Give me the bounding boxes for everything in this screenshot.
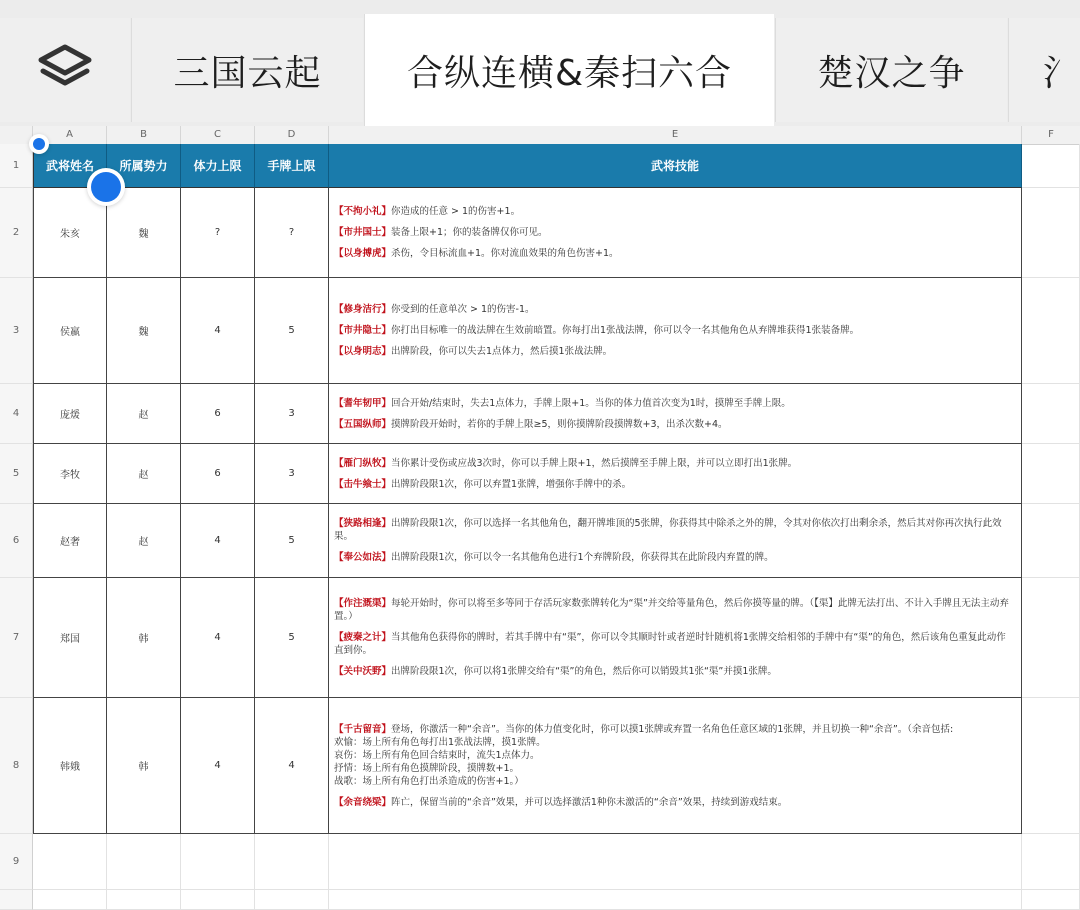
column-f-header[interactable]: F	[1048, 129, 1054, 140]
skill-text: 杀伤，令目标流血+1。你对流血效果的角色伤害+1。	[391, 248, 619, 259]
cell-faction[interactable]: 赵	[107, 384, 181, 444]
cell-hp[interactable]: ?	[181, 188, 255, 278]
cell-hand-limit[interactable]: ?	[255, 188, 329, 278]
skill-entry	[334, 205, 1015, 218]
header-hp[interactable]: 体力上限	[181, 144, 255, 188]
cell-name[interactable]: 李牧	[33, 444, 107, 504]
skill-name: 【以身搏虎】	[334, 248, 392, 259]
header-name[interactable]: 武将姓名	[33, 144, 107, 188]
skill-text: 回合开始/结束时，失去1点体力，手牌上限+1。当你的体力值首次变为1时，摸牌至手牌上限。	[391, 397, 791, 409]
skill-name: 【市井隐士】	[334, 325, 392, 336]
row-number-1[interactable]: 1	[0, 144, 33, 188]
empty-cell[interactable]	[1022, 384, 1080, 444]
skill-name: 【击牛飨士】	[334, 478, 392, 490]
cell-hand-limit[interactable]: 5	[255, 578, 329, 698]
empty-cell[interactable]	[33, 890, 107, 910]
sheet-tab-2-active[interactable]: 合纵连横&秦扫六合	[364, 14, 774, 126]
cell-hand-limit[interactable]: 5	[255, 504, 329, 578]
cell-hand-limit[interactable]: 5	[255, 278, 329, 384]
header-skills[interactable]: 武将技能	[329, 144, 1022, 188]
row-number-7[interactable]: 7	[0, 578, 33, 698]
skill-entry	[334, 597, 1015, 623]
skill-entry	[334, 457, 1015, 470]
empty-cell[interactable]	[255, 834, 329, 890]
layers-menu-button[interactable]	[0, 18, 130, 122]
skill-name: 【五国纵师】	[334, 418, 392, 430]
skill-text: 阵亡，保留当前的“余音”效果，并可以选择激活1种你未激活的“余音”效果，持续到游戏结束。	[391, 796, 788, 808]
column-a-header[interactable]: A	[33, 126, 107, 144]
cell-hand-limit[interactable]: 4	[255, 698, 329, 834]
skill-text: 出牌阶段限1次，你可以弃置1张牌，增强你手牌中的杀。	[391, 478, 632, 490]
skill-text: 摸牌阶段开始时，若你的手牌上限≥5，则你摸牌阶段摸牌数+3，出杀次数+4。	[391, 418, 728, 430]
skill-text: 当其他角色获得你的牌时，若其手牌中有“渠”，你可以令其顺时针或者逆时针随机将1张牌交给相邻的手牌中有“渠”的角色，然后该角色重复此动作直到你。	[334, 632, 1006, 656]
empty-cell[interactable]	[329, 834, 1022, 890]
skill-text: 你造成的任意 > 1的伤害+1。	[391, 206, 521, 217]
cell-name[interactable]: 朱亥	[33, 188, 107, 278]
skill-name: 【疲秦之计】	[334, 632, 392, 643]
empty-cell[interactable]	[329, 890, 1022, 910]
row-number-4[interactable]: 4	[0, 384, 33, 444]
header-hand-limit[interactable]: 手牌上限	[255, 144, 329, 188]
cell-hp[interactable]: 6	[181, 444, 255, 504]
cell-skills[interactable]	[329, 504, 1022, 578]
skill-text: 出牌阶段限1次，你可以选择一名其他角色，翻开牌堆顶的5张牌，你获得其中除杀之外的牌，令其对你依次打出剩余杀，然后其对你再次执行此效果。	[334, 518, 1002, 542]
selection-handle-bottom[interactable]	[91, 172, 121, 202]
echo-effect-line: 战歌：场上所有角色打出杀造成的伤害+1。）	[334, 775, 524, 787]
select-all-corner[interactable]	[0, 126, 33, 144]
row-number-8[interactable]: 8	[0, 698, 33, 834]
row-number-5[interactable]: 5	[0, 444, 33, 504]
skill-name: 【雁门纵牧】	[334, 457, 392, 469]
skill-entry	[334, 551, 1015, 564]
cell-faction[interactable]: 韩	[107, 578, 181, 698]
cell-skills[interactable]	[329, 698, 1022, 834]
skill-name: 【以身明志】	[334, 346, 392, 357]
skill-name: 【狭路相逢】	[334, 518, 392, 529]
skill-name: 【余音绕梁】	[334, 796, 392, 808]
empty-cell[interactable]	[107, 834, 181, 890]
selection-handle-top[interactable]	[33, 138, 45, 150]
skill-name: 【奉公如法】	[334, 552, 392, 563]
skill-name: 【耆年韧甲】	[334, 397, 392, 409]
empty-cell[interactable]	[1022, 144, 1080, 188]
echo-effect-line: 哀伤：场上所有角色回合结束时，流失1点体力。	[334, 749, 540, 761]
skill-text: 每轮开始时，你可以将至多等同于存活玩家数张牌转化为“渠”并交给等量角色，然后你摸等量的牌。（【渠】此牌无法打出、不计入手牌且无法主动弃置。）	[334, 598, 1009, 622]
skill-entry	[334, 796, 1015, 809]
cell-hand-limit[interactable]: 3	[255, 384, 329, 444]
cell-name[interactable]: 韩娥	[33, 698, 107, 834]
skill-text: 登场，你激活一种“余音”。当你的体力值变化时，你可以摸1张牌或弃置一名角色任意区域的1张牌，并且切换一种“余音”。（余音包括:	[391, 723, 954, 735]
cell-name[interactable]: 郑国	[33, 578, 107, 698]
skill-entry	[334, 665, 1015, 678]
row-number-10[interactable]	[0, 890, 33, 910]
skill-entry	[334, 226, 1015, 239]
column-c-header[interactable]: C	[181, 126, 255, 144]
cell-faction[interactable]: 赵	[107, 444, 181, 504]
empty-cell[interactable]	[255, 890, 329, 910]
skill-entry	[334, 247, 1015, 260]
skill-text: 装备上限+1；你的装备牌仅你可见。	[391, 227, 548, 238]
empty-cell[interactable]	[1022, 188, 1080, 278]
cell-name[interactable]: 赵奢	[33, 504, 107, 578]
empty-cell[interactable]	[181, 890, 255, 910]
cell-skills[interactable]	[329, 444, 1022, 504]
column-d-header[interactable]: D	[255, 126, 329, 144]
skill-text: 出牌阶段限1次，你可以令一名其他角色进行1个弃牌阶段，你获得其在此阶段内弃置的牌。	[391, 552, 774, 563]
cell-hp[interactable]: 4	[181, 698, 255, 834]
cell-name[interactable]: 庞煖	[33, 384, 107, 444]
row-number-9[interactable]: 9	[0, 834, 33, 890]
cell-faction[interactable]: 魏	[107, 188, 181, 278]
echo-effect-line: 抒情：场上所有角色摸牌阶段，摸牌数+1。	[334, 762, 520, 774]
skill-text: 你受到的任意单次 > 1的伤害-1。	[391, 304, 535, 315]
skill-name: 【千古留音】	[334, 723, 392, 735]
skill-entry	[334, 478, 1015, 491]
cell-faction[interactable]: 赵	[107, 504, 181, 578]
skill-entry	[334, 517, 1015, 543]
skill-entry	[334, 345, 1015, 358]
skill-text: 当你累计受伤或应战3次时，你可以手牌上限+1，然后摸牌至手牌上限，并可以立即打出1张牌。	[391, 457, 798, 469]
skill-name: 【市井国士】	[334, 227, 392, 238]
skill-text: 出牌阶段，你可以失去1点体力，然后摸1张战法牌。	[391, 346, 613, 357]
cell-faction[interactable]: 魏	[107, 278, 181, 384]
cell-hp[interactable]: 4	[181, 278, 255, 384]
cell-skills[interactable]	[329, 578, 1022, 698]
empty-cell[interactable]	[107, 890, 181, 910]
cell-hand-limit[interactable]: 3	[255, 444, 329, 504]
empty-cell[interactable]	[1022, 578, 1080, 698]
skill-name: 【修身洁行】	[334, 304, 392, 315]
empty-cell[interactable]	[33, 834, 107, 890]
skill-entry	[334, 631, 1015, 657]
skill-name: 【关中沃野】	[334, 666, 392, 677]
row-number-3[interactable]: 3	[0, 278, 33, 384]
empty-cell[interactable]	[181, 834, 255, 890]
skill-entry	[334, 324, 1015, 337]
cell-hp[interactable]: 4	[181, 504, 255, 578]
sheet-tab-bar	[0, 0, 1080, 126]
row-number-2[interactable]: 2	[0, 188, 33, 278]
row-number-6[interactable]: 6	[0, 504, 33, 578]
cell-skills[interactable]	[329, 188, 1022, 278]
sheet-tab-4[interactable]: 氵	[1008, 18, 1080, 122]
empty-cell[interactable]	[1022, 834, 1080, 890]
cell-name[interactable]: 侯嬴	[33, 278, 107, 384]
cell-skills[interactable]	[329, 384, 1022, 444]
cell-skills[interactable]	[329, 278, 1022, 384]
layers-icon	[37, 43, 93, 98]
skill-name: 【作注溉渠】	[334, 598, 392, 609]
cell-hp[interactable]: 6	[181, 384, 255, 444]
cell-hp[interactable]: 4	[181, 578, 255, 698]
skill-entry	[334, 397, 1015, 410]
skill-entry	[334, 723, 1015, 788]
column-e-header[interactable]: E	[329, 126, 1022, 144]
sheet-tab-3[interactable]: 楚汉之争	[775, 18, 1007, 122]
empty-cell[interactable]	[1022, 278, 1080, 384]
skill-text: 出牌阶段限1次，你可以将1张牌交给有“渠”的角色，然后你可以销毁其1张“渠”并摸1张牌。	[391, 666, 777, 677]
column-header-bar	[0, 126, 1080, 145]
column-b-header[interactable]: B	[107, 126, 181, 144]
sheet-tab-1[interactable]: 三国云起	[131, 18, 363, 122]
empty-cell[interactable]	[1022, 698, 1080, 834]
skill-name: 【不拘小礼】	[334, 206, 392, 217]
cell-faction[interactable]: 韩	[107, 698, 181, 834]
skill-text: 你打出目标唯一的战法牌在生效前暗置。你每打出1张战法牌，你可以令一名其他角色从弃牌堆获得1张装备牌。	[391, 325, 860, 336]
skill-entry	[334, 303, 1015, 316]
empty-cell[interactable]	[1022, 504, 1080, 578]
skill-entry	[334, 418, 1015, 431]
header-faction[interactable]: 所属势力	[107, 144, 181, 188]
echo-effect-line: 欢愉：场上所有角色每打出1张战法牌，摸1张牌。	[334, 736, 546, 748]
empty-cell[interactable]	[1022, 890, 1080, 910]
empty-cell[interactable]	[1022, 444, 1080, 504]
